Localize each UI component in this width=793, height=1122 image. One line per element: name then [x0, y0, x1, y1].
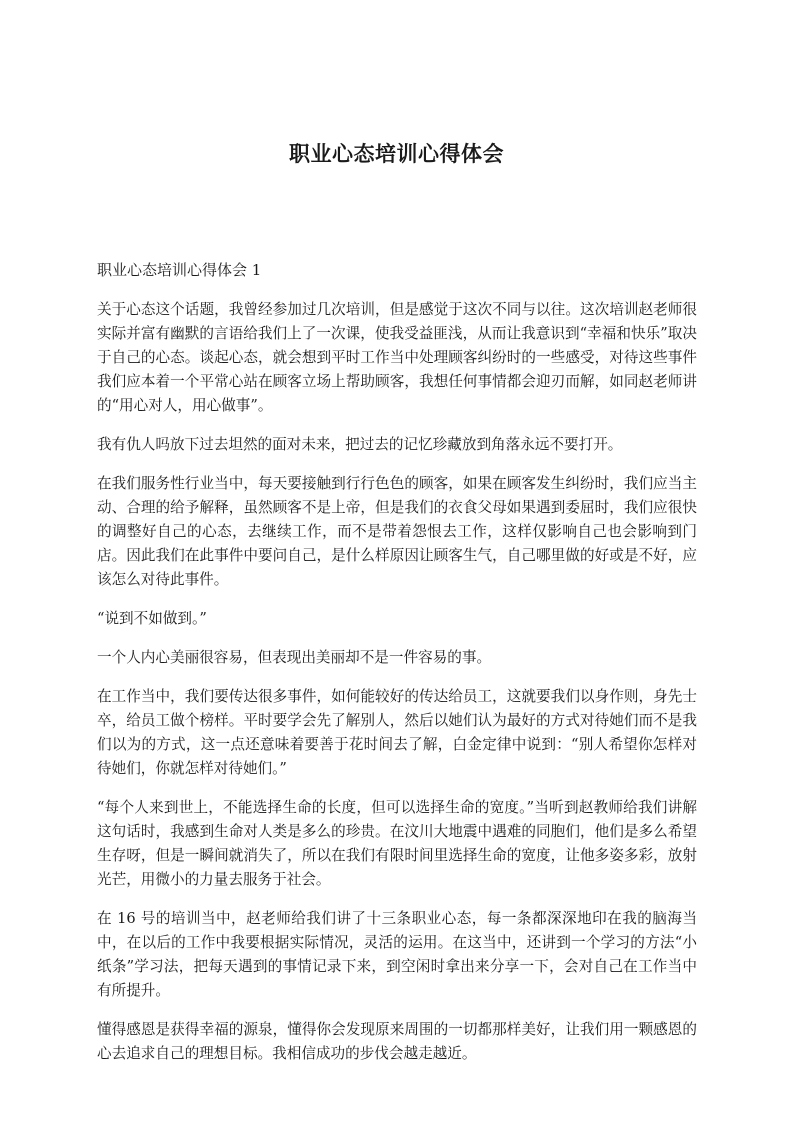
paragraph-4: “说到不如做到。”: [97, 610, 207, 627]
document-body: [97, 258, 697, 1081]
paragraph-2: 我有仇人吗放下过去坦然的面对未来，把过去的记忆珍藏放到角落永远不要打开。: [97, 436, 623, 453]
paragraph-8: 在 16 号的培训当中，赵老师给我们讲了十三条职业心态，每一条都深深地印在我的脑海当中，在以后的工作中我要根据实际情况，灵活的运用。在这当中，还讲到一个学习的方法“小纸条”学习法，把每天遇到的事情记录下来，到空闲时拿出来分享一下，会对自己在工作当中有所提升。: [97, 910, 697, 999]
paragraph-9: 懂得感恩是获得幸福的源泉，懂得你会发现原来周围的一切都那样美好，让我们用一颗感恩的心去追求自己的理想目标。我相信成功的步伐会越走越近。: [97, 1021, 697, 1062]
paragraph-1: 关于心态这个话题，我曾经参加过几次培训，但是感觉于这次不同与以往。这次培训赵老师很实际并富有幽默的言语给我们上了一次课，使我受益匪浅，从而让我意识到“幸福和快乐”取决于自己的心态。谈起心态，就会想到平时工作当中处理顾客纠纷时的一些感受，对待这些事件我们应本着一个平常心站在顾客立场上帮助顾客，我想任何事情都会迎刃而解，如同赵老师讲的“用心对人，用心做事”。: [97, 301, 697, 414]
paragraph-6: 在工作当中，我们要传达很多事件，如何能较好的传达给员工，这就要我们以身作则，身先士卒，给员工做个榜样。平时要学会先了解别人，然后以她们认为最好的方式对待她们而不是我们以为的方式，这一点还意味着要善于花时间去了解，白金定律中说到：“别人希望你怎样对待她们，你就怎样对待她们。”: [97, 688, 697, 777]
paragraph-7: “每个人来到世上，不能选择生命的长度，但可以选择生命的宽度。”当听到赵教师给我们讲解这句话时，我感到生命对人类是多么的珍贵。在汶川大地震中遇难的同胞们，他们是多么希望生存呀，但是一瞬间就消失了，所以在我们有限时间里选择生命的宽度，让他多姿多彩，放射光芒，用微小的力量去服务于社会。: [97, 799, 697, 888]
paragraph-3: 在我们服务性行业当中，每天要接触到行行色色的顾客，如果在顾客发生纠纷时，我们应当主动、合理的给予解释，虽然顾客不是上帝，但是我们的衣食父母如果遇到委屈时，我们应很快的调整好自己的心态，去继续工作，而不是带着怨恨去工作，这样仅影响自己也会影响到门店。因此我们在此事件中要问自己，是什么样原因让顾客生气，自己哪里做的好或是不好，应该怎么对待此事件。: [97, 475, 697, 588]
document-title: 职业心态培训心得体会: [289, 142, 504, 166]
paragraph-5: 一个人内心美丽很容易，但表现出美丽却不是一件容易的事。: [97, 649, 492, 666]
section-heading: 职业心态培训心得体会 1: [97, 261, 262, 279]
